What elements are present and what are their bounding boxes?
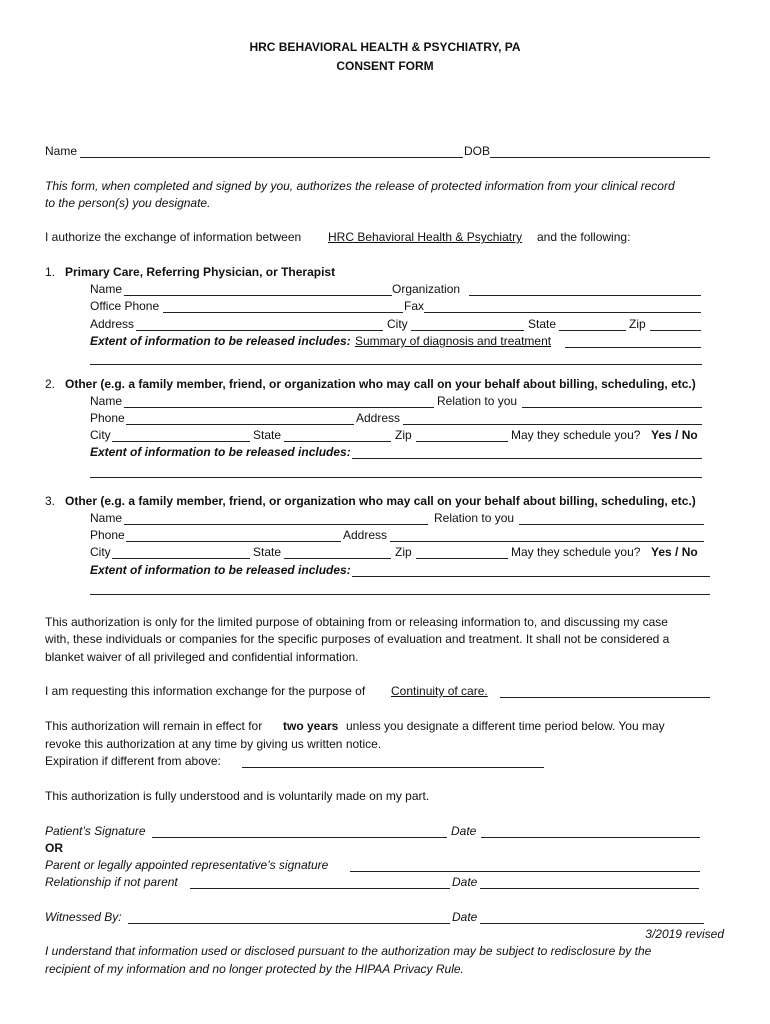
- s1-org-label: Organization: [392, 282, 461, 296]
- expiration-label: Expiration if different from above:: [45, 754, 221, 768]
- understood-text: This authorization is fully understood and is voluntarily made on my part.: [45, 789, 430, 803]
- s1-zip-label: Zip: [629, 317, 646, 331]
- s1-address-label: Address: [90, 317, 135, 331]
- parent-signature-field[interactable]: [350, 871, 700, 872]
- s3-extent-field[interactable]: [352, 576, 710, 577]
- s3-phone-field[interactable]: [126, 541, 341, 542]
- s1-fax-label: Fax: [404, 299, 425, 313]
- s2-relation-label: Relation to you: [437, 394, 518, 408]
- s2-relation-field[interactable]: [522, 407, 702, 408]
- witnessed-field[interactable]: [128, 923, 450, 924]
- intro-text-line2: to the person(s) you designate.: [45, 196, 211, 210]
- intro-text-line1: This form, when completed and signed by you, authorizes the release of protected information from your clinical record: [45, 179, 675, 193]
- effect-prefix: This authorization will remain in effect for: [45, 719, 263, 733]
- section3-number: 3.: [45, 494, 56, 508]
- s3-name-label: Name: [90, 511, 123, 525]
- relationship-date-label: Date: [452, 875, 478, 889]
- relationship-label: Relationship if not parent: [45, 875, 178, 889]
- s2-address-field[interactable]: [403, 424, 702, 425]
- patient-signature-field[interactable]: [152, 837, 447, 838]
- s1-extent-line2[interactable]: [90, 364, 702, 365]
- patient-name-label: Name: [45, 144, 78, 158]
- s1-state-field[interactable]: [559, 330, 626, 331]
- s1-city-label: City: [387, 317, 408, 331]
- s2-name-label: Name: [90, 394, 123, 408]
- s1-phone-field[interactable]: [163, 312, 403, 313]
- relationship-field[interactable]: [190, 888, 450, 889]
- or-label: OR: [45, 841, 63, 855]
- s2-state-label: State: [253, 428, 282, 442]
- relationship-date-field[interactable]: [480, 888, 699, 889]
- s3-address-field[interactable]: [390, 541, 704, 542]
- auth-para-line3: blanket waiver of all privileged and confidential information.: [45, 650, 359, 664]
- s1-org-field[interactable]: [469, 295, 701, 296]
- effect-line2: revoke this authorization at any time by giving us written notice.: [45, 737, 382, 751]
- s1-phone-label: Office Phone: [90, 299, 160, 313]
- s2-city-field[interactable]: [112, 441, 250, 442]
- authorize-party: HRC Behavioral Health & Psychiatry: [328, 230, 523, 244]
- patient-name-field[interactable]: [80, 157, 463, 158]
- s3-address-label: Address: [343, 528, 388, 542]
- s1-address-field[interactable]: [136, 330, 383, 331]
- s3-schedule-label: May they schedule you?: [511, 545, 641, 559]
- s1-fax-field[interactable]: [424, 312, 701, 313]
- s3-state-field[interactable]: [284, 558, 391, 559]
- s3-extent-label: Extent of information to be released includes:: [90, 563, 351, 577]
- s2-zip-label: Zip: [395, 428, 412, 442]
- s2-phone-field[interactable]: [126, 424, 354, 425]
- purpose-prefix: I am requesting this information exchange for the purpose of: [45, 684, 366, 698]
- s3-relation-label: Relation to you: [434, 511, 515, 525]
- patient-dob-field[interactable]: [490, 157, 710, 158]
- section1-number: 1.: [45, 265, 56, 279]
- s2-zip-field[interactable]: [416, 441, 508, 442]
- s1-name-field[interactable]: [124, 295, 392, 296]
- s2-city-label: City: [90, 428, 111, 442]
- s1-name-label: Name: [90, 282, 123, 296]
- form-title: HRC BEHAVIORAL HEALTH & PSYCHIATRY, PA: [249, 40, 521, 54]
- s3-relation-field[interactable]: [519, 524, 704, 525]
- section2-number: 2.: [45, 377, 56, 391]
- s1-extent-field[interactable]: [565, 347, 701, 348]
- patient-dob-label: DOB: [464, 144, 491, 158]
- effect-suffix: unless you designate a different time period below. You may: [346, 719, 665, 733]
- section3-heading: Other (e.g. a family member, friend, or organization who may call on your behalf about billing, scheduling, etc.): [65, 494, 696, 508]
- purpose-field[interactable]: [500, 697, 710, 698]
- s1-extent-value: Summary of diagnosis and treatment: [355, 334, 552, 348]
- hipaa-line2: recipient of my information and no longer protected by the HIPAA Privacy Rule.: [45, 962, 464, 976]
- s1-city-field[interactable]: [411, 330, 524, 331]
- parent-signature-label: Parent or legally appointed representative’s signature: [45, 858, 329, 872]
- auth-para-line2: with, these individuals or companies for the specific purposes of evaluation and treatment. It shall not be considered a: [45, 632, 670, 646]
- hipaa-line1: I understand that information used or disclosed pursuant to the authorization may be subject to redisclosure by the: [45, 944, 652, 958]
- witnessed-label: Witnessed By:: [45, 910, 122, 924]
- revision-date: 3/2019 revised: [645, 927, 724, 941]
- purpose-value: Continuity of care.: [391, 684, 488, 698]
- s3-city-field[interactable]: [112, 558, 250, 559]
- s2-state-field[interactable]: [284, 441, 391, 442]
- section2-heading: Other (e.g. a family member, friend, or organization who may call on your behalf about billing, scheduling, etc.): [65, 377, 696, 391]
- s2-address-label: Address: [356, 411, 401, 425]
- patient-signature-label: Patient’s Signature: [45, 824, 146, 838]
- s2-schedule-options[interactable]: Yes / No: [651, 428, 698, 442]
- auth-para-line1: This authorization is only for the limited purpose of obtaining from or releasing information to, and discussing my case: [45, 615, 668, 629]
- s3-zip-label: Zip: [395, 545, 412, 559]
- s1-zip-field[interactable]: [650, 330, 701, 331]
- effect-bold: two years: [283, 719, 339, 733]
- s3-zip-field[interactable]: [416, 558, 508, 559]
- patient-date-field[interactable]: [481, 837, 700, 838]
- s3-extent-line2[interactable]: [90, 594, 710, 595]
- s3-schedule-options[interactable]: Yes / No: [651, 545, 698, 559]
- s2-phone-label: Phone: [90, 411, 125, 425]
- form-subtitle: CONSENT FORM: [336, 59, 434, 73]
- s2-extent-field[interactable]: [352, 458, 702, 459]
- s1-extent-label: Extent of information to be released includes:: [90, 334, 351, 348]
- s3-state-label: State: [253, 545, 282, 559]
- expiration-field[interactable]: [242, 767, 544, 768]
- witnessed-date-label: Date: [452, 910, 478, 924]
- s3-name-field[interactable]: [124, 524, 428, 525]
- s2-schedule-label: May they schedule you?: [511, 428, 641, 442]
- s1-state-label: State: [528, 317, 557, 331]
- section1-heading: Primary Care, Referring Physician, or Therapist: [65, 265, 336, 279]
- s3-phone-label: Phone: [90, 528, 125, 542]
- s2-extent-label: Extent of information to be released includes:: [90, 445, 351, 459]
- authorize-suffix: and the following:: [537, 230, 631, 244]
- s2-name-field[interactable]: [124, 407, 434, 408]
- s3-city-label: City: [90, 545, 111, 559]
- authorize-prefix: I authorize the exchange of information between: [45, 230, 302, 244]
- witnessed-date-field[interactable]: [480, 923, 704, 924]
- patient-date-label: Date: [451, 824, 477, 838]
- s2-extent-line2[interactable]: [90, 477, 702, 478]
